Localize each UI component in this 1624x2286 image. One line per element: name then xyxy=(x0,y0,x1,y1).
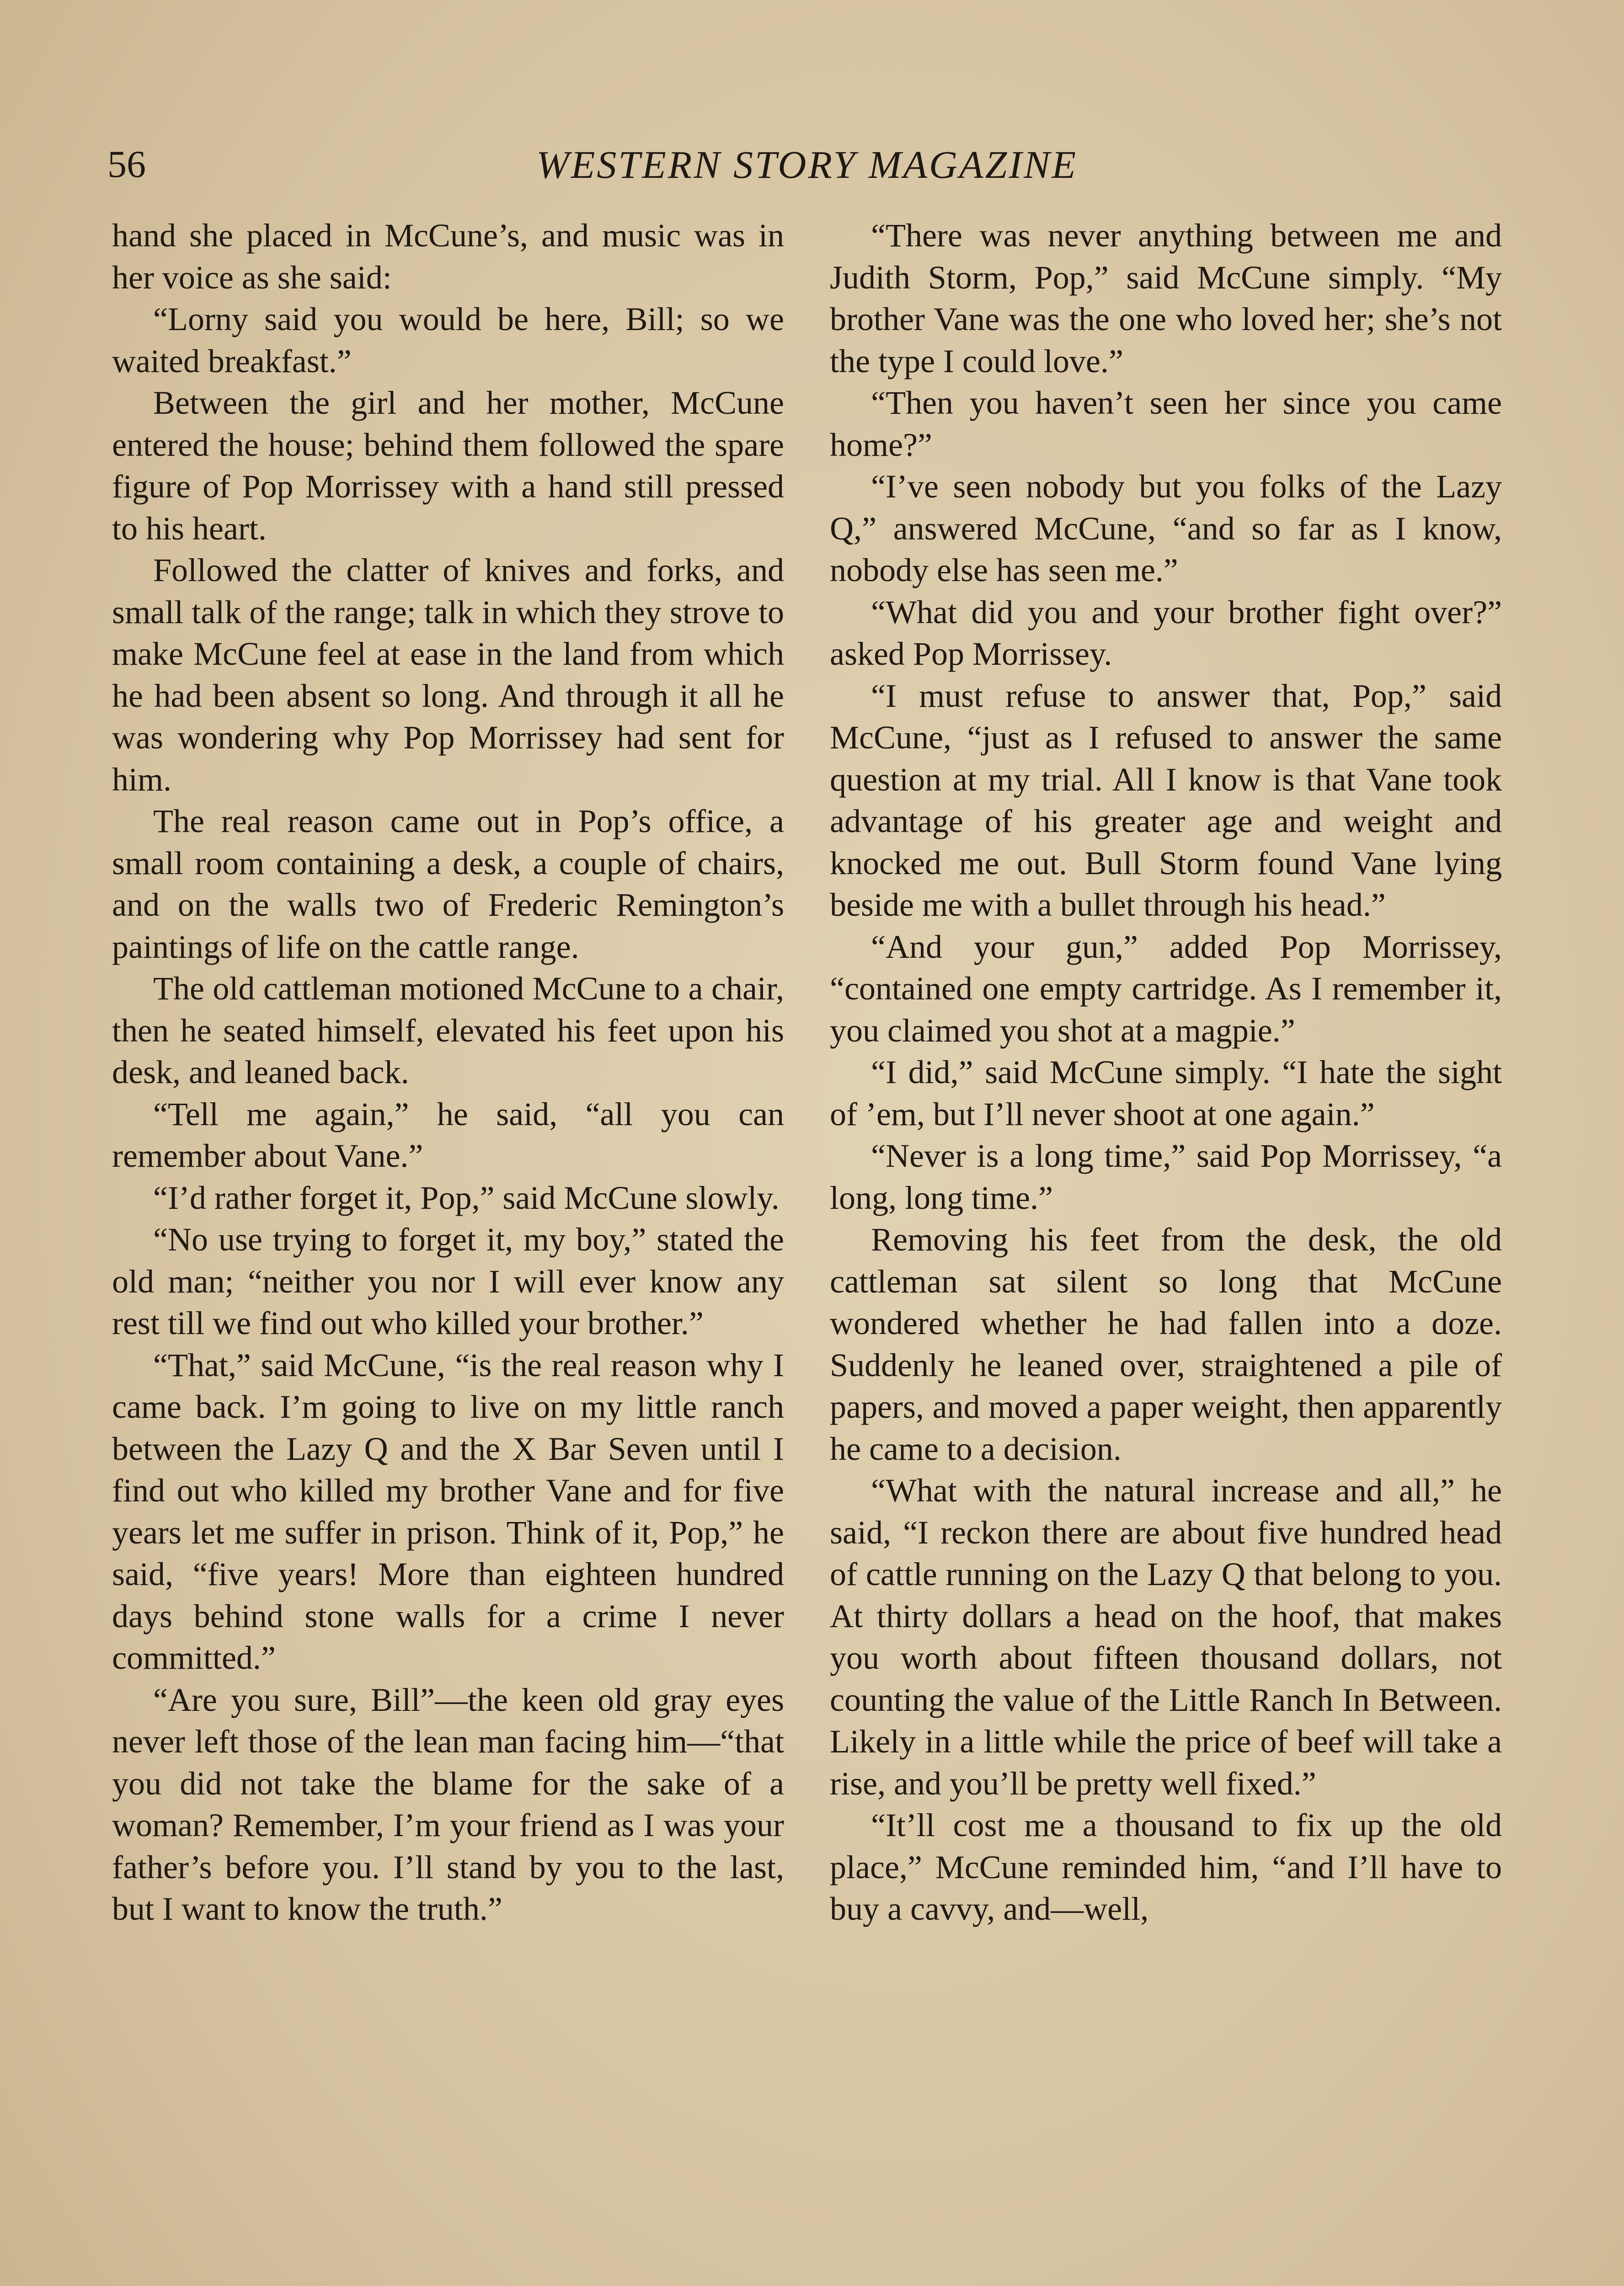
right-column xyxy=(830,215,1502,2286)
running-title: WESTERN STORY MAGAZINE xyxy=(536,143,1078,187)
paragraph: The real reason came out in Pop’s office, a small room containing a desk, a couple of chairs, and on the walls two of Frederic Remington’s paintings of life on the cattle range. xyxy=(112,803,784,965)
paragraph: “Are you sure, Bill”—the keen old gray eyes never left those of the lean man facing him—“that you did not take the blame for the sake of a woman? Remember, I’m your friend as I was your father’s before you. I’ll stand by you to the last, but I want to know the truth.” xyxy=(112,1681,784,1927)
paragraph: “I’d rather forget it, Pop,” said McCune slowly. xyxy=(153,1179,780,1216)
paragraph: “It’ll cost me a thousand to fix up the old place,” McCune reminded him, “and I’ll have to buy a cavvy, and—well, xyxy=(830,1807,1502,1927)
paragraph: “What with the natural increase and all,” he said, “I reckon there are about five hundred head of cattle running on the Lazy Q that belong to you. At thirty dollars a head on the hoof, that makes you worth about fifteen thousand dollars, not counting the value of the Little Ranch In Between. Likely in a little while the price of beef will take a rise, and you’ll be pretty well fixed.” xyxy=(830,1472,1502,1802)
paragraph: “I’ve seen nobody but you folks of the Lazy Q,” answered McCune, “and so far as I know, nobody else has seen me.” xyxy=(830,468,1502,588)
paragraph: “Then you haven’t seen her since you came home?” xyxy=(830,385,1502,463)
paragraph: “And your gun,” added Pop Morrissey, “contained one empty cartridge. As I remember it, you claimed you shot at a magpie.” xyxy=(830,928,1502,1049)
page-header xyxy=(107,137,1506,192)
paragraph: Between the girl and her mother, McCune entered the house; behind them followed the spare figure of Pop Morrissey with a hand still pressed to his heart. xyxy=(112,385,784,547)
left-column xyxy=(112,215,784,2286)
paragraph: “Tell me again,” he said, “all you can remember about Vane.” xyxy=(112,1095,784,1174)
paragraph: “There was never anything between me and Judith Storm, Pop,” said McCune simply. “My brother Vane was the one who loved her; she’s not the type I could love.” xyxy=(830,217,1502,379)
paragraph: Followed the clatter of knives and forks, and small talk of the range; talk in which they strove to make McCune feel at ease in the land from which he had been absent so long. And through it all he was wondering why Pop Morrissey had sent for him. xyxy=(112,552,784,798)
paragraph: Removing his feet from the desk, the old cattleman sat silent so long that McCune wondered whether he had fallen into a doze. Suddenly he leaned over, straightened a pile of papers, and moved a paper weight, then apparently he came to a decision. xyxy=(830,1221,1502,1467)
paragraph: “What did you and your brother fight over?” asked Pop Morrissey. xyxy=(830,593,1502,672)
page-number: 56 xyxy=(107,143,146,186)
paragraph: “That,” said McCune, “is the real reason why I came back. I’m going to live on my little ranch between the Lazy Q and the X Bar Seven until I find out who killed my brother Vane and for five years let me suffer in prison. Think of it, Pop,” he said, “five years! More than eighteen hundred days behind stone walls for a crime I never committed.” xyxy=(112,1346,784,1676)
paragraph: hand she placed in McCune’s, and music was in her voice as she said: xyxy=(112,217,784,296)
paragraph: “Lorny said you would be here, Bill; so we waited breakfast.” xyxy=(112,301,784,379)
paragraph: “I did,” said McCune simply. “I hate the sight of ’em, but I’ll never shoot at one again.” xyxy=(830,1054,1502,1132)
paragraph: “No use trying to forget it, my boy,” stated the old man; “neither you nor I will ever know any rest till we find out who killed your brother.” xyxy=(112,1221,784,1341)
paragraph: “I must refuse to answer that, Pop,” said McCune, “just as I refused to answer the same question at my trial. All I know is that Vane took advantage of his greater age and weight and knocked me out. Bull Storm found Vane lying beside me with a bullet through his head.” xyxy=(830,677,1502,923)
paragraph: The old cattleman motioned McCune to a chair, then he seated himself, elevated his feet upon his desk, and leaned back. xyxy=(112,970,784,1090)
paragraph: “Never is a long time,” said Pop Morrissey, “a long, long time.” xyxy=(830,1138,1502,1216)
